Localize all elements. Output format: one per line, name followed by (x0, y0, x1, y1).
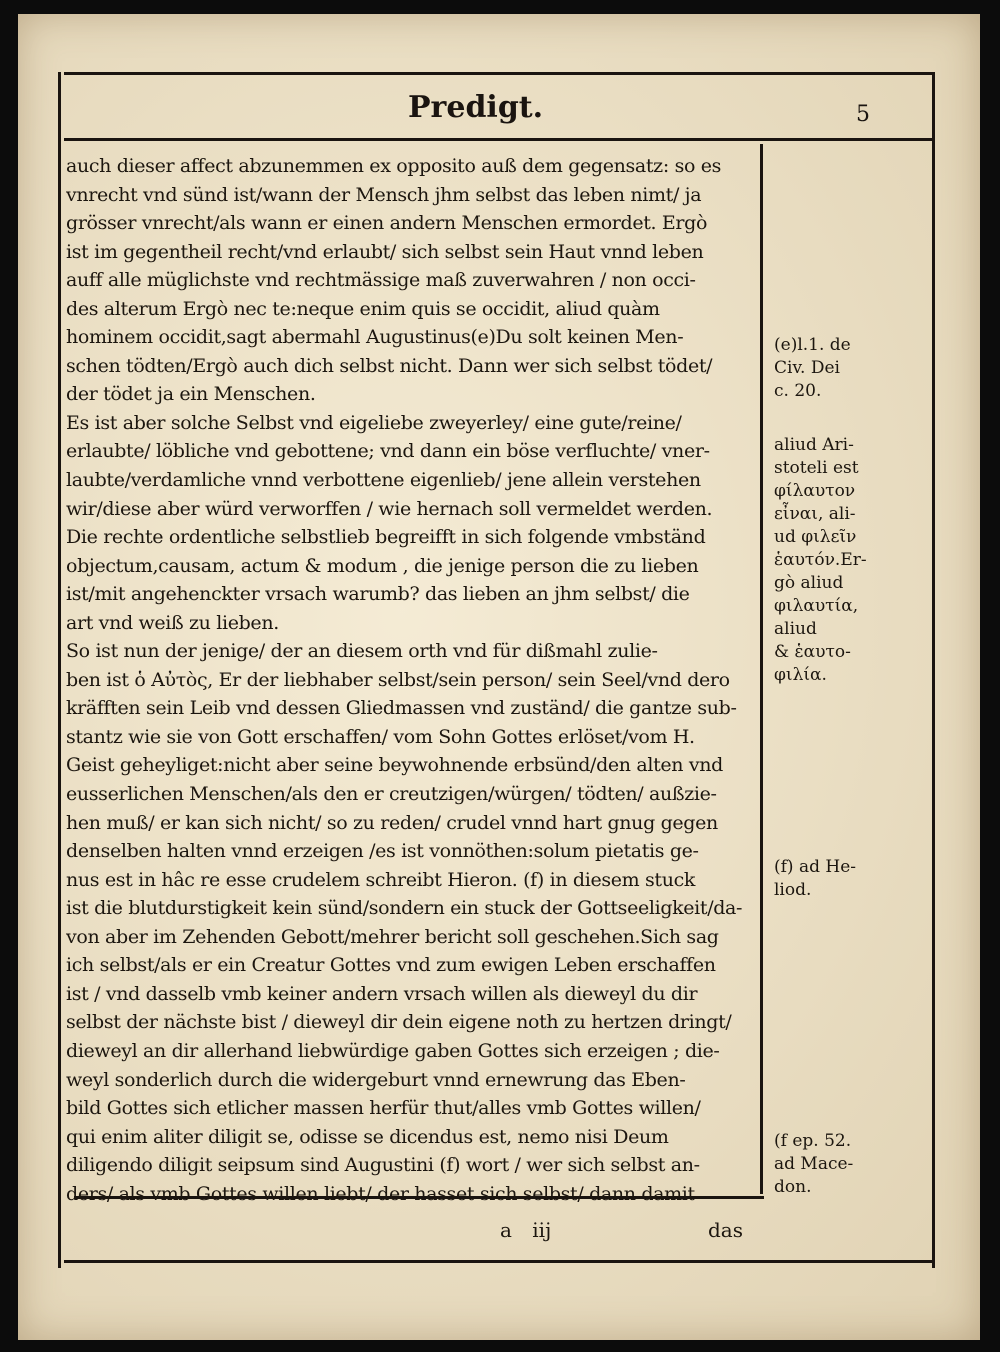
marginal-note-line: aliud (774, 619, 817, 639)
marginal-note-line: Civ. Dei (774, 358, 840, 378)
marginal-note-line: φίλαυτον (774, 481, 856, 501)
marginal-note-line: (e)l.1. de (774, 335, 851, 355)
text-line: Es ist aber solche Selbst vnd eigeliebe zweyerley/ eine gute/reine/ (66, 411, 682, 434)
text-line: auff alle müglichste vnd rechtmässige maß zuverwahren / non occi- (66, 269, 696, 292)
text-line: diligendo diligit seipsum sind Augustini (f) wort / wer sich selbst an- (66, 1154, 700, 1177)
marginal-note-line: don. (774, 1177, 812, 1197)
signature-mark: a iij (500, 1218, 552, 1242)
marginal-note-line: stoteli est (774, 458, 859, 478)
page-title: Predigt. (408, 90, 544, 125)
text-line: bild Gottes sich etlicher massen herfür thut/alles vmb Gottes willen/ (66, 1097, 701, 1120)
text-line: dieweyl an dir allerhand liebwürdige gaben Gottes sich erzeigen ; die- (66, 1039, 720, 1062)
body-text (66, 152, 756, 1208)
text-line: erlaubte/ löbliche vnd gebottene; vnd dann ein böse verfluchte/ vner- (66, 440, 710, 463)
text-line: hen muß/ er kan sich nicht/ so zu reden/ crudel vnnd hart gnug gegen (66, 811, 718, 834)
marginal-note-line: εἶναι, ali- (774, 504, 856, 524)
marginal-note (774, 434, 874, 687)
text-line: ist die blutdurstigkeit kein sünd/sondern ein stuck der Gottseeligkeit/da- (66, 897, 743, 920)
marginal-note-line: (f ep. 52. (774, 1131, 852, 1151)
header-rule-bottom (64, 138, 934, 141)
marginal-note-line: gò aliud (774, 573, 844, 593)
text-line: nus est in hâc re esse crudelem schreibt Hieron. (f) in diesem stuck (66, 868, 696, 891)
text-line: ben ist ὁ Αὐτὸς, Er der liebhaber selbst/sein person/ sein Seel/vnd dero (66, 668, 730, 691)
text-line: laubte/verdamliche vnnd verbottene eigenlieb/ jene allein verstehen (66, 469, 701, 492)
text-line: ist / vnd dasselb vmb keiner andern vrsach willen als dieweyl du dir (66, 982, 698, 1005)
marginal-note-line: & ἑαυτο- (774, 642, 851, 662)
marginal-note-line: aliud Ari- (774, 435, 854, 455)
text-line: der tödet ja ein Menschen. (66, 383, 316, 406)
text-line: hominem occidit,sagt abermahl Augustinus(e)Du solt keinen Men- (66, 326, 684, 349)
book-page (18, 14, 980, 1340)
text-line: objectum,causam, actum & modum , die jenige person die zu lieben (66, 554, 699, 577)
marginal-note-line: ud φιλεῖν (774, 527, 857, 547)
header-rule-top (64, 72, 934, 75)
marginal-note-line: liod. (774, 880, 812, 900)
text-line: vnrecht vnd sünd ist/wann der Mensch jhm selbst das leben nimt/ ja (66, 183, 702, 206)
text-line: eusserlichen Menschen/als den er creutzigen/würgen/ tödten/ außzie- (66, 783, 717, 806)
text-line: So ist nun der jenige/ der an diesem orth vnd für dißmahl zulie- (66, 640, 658, 663)
text-line: ders/ als vmb Gottes willen liebt/ der hasset sich selbst/ dann damit (66, 1182, 695, 1205)
text-line: auch dieser affect abzunemmen ex opposito auß dem gegensatz: so es (66, 155, 722, 177)
marginal-note-line: φιλαυτία, (774, 596, 859, 616)
marginal-note-line: (f) ad He- (774, 857, 857, 877)
text-line: von aber im Zehenden Gebott/mehrer bericht soll geschehen.Sich sag (66, 925, 719, 948)
text-line: Geist geheyliget:nicht aber seine beywohnende erbsünd/den alten vnd (66, 754, 723, 777)
text-line: stantz wie sie von Gott erschaffen/ vom Sohn Gottes erlöset/vom H. (66, 725, 695, 748)
text-line: ist/mit angehenckter vrsach warumb? das lieben an jhm selbst/ die (66, 583, 690, 606)
text-line: schen tödten/Ergò auch dich selbst nicht. Dann wer sich selbst tödet/ (66, 354, 713, 377)
right-margin-rule (932, 72, 935, 1268)
text-line: Die rechte ordentliche selbstlieb begreifft in sich folgende vmbständ (66, 526, 706, 549)
text-line: grösser vnrecht/als wann er einen andern Menschen ermordet. Ergò (66, 212, 708, 235)
text-line: art vnd weiß zu lieben. (66, 611, 279, 634)
text-line: des alterum Ergò nec te:neque enim quis se occidit, aliud quàm (66, 297, 660, 320)
marginal-note-line: ἑαυτόν.Er- (774, 550, 867, 570)
text-line: kräfften sein Leib vnd dessen Gliedmassen vnd zuständ/ die gantze sub- (66, 697, 737, 720)
catchword: das (708, 1218, 743, 1242)
marginal-note-line: c. 20. (774, 381, 822, 401)
marginal-note (774, 334, 874, 403)
text-line: wir/diese aber würd verworffen / wie hernach soll vermeldet werden. (66, 497, 713, 520)
text-line: weyl sonderlich durch die widergeburt vnnd ernewrung das Eben- (66, 1068, 686, 1091)
marginal-note-line: ad Mace- (774, 1154, 854, 1174)
column-divider-rule (760, 144, 763, 1194)
text-line: denselben halten vnnd erzeigen /es ist vonnöthen:solum pietatis ge- (66, 840, 699, 863)
left-margin-rule (58, 72, 61, 1268)
page-number: 5 (856, 102, 870, 127)
marginal-note-line: φιλία. (774, 665, 827, 685)
text-line: ist im gegentheil recht/vnd erlaubt/ sich selbst sein Haut vnnd leben (66, 240, 704, 263)
text-line: qui enim aliter diligit se, odisse se dicendus est, nemo nisi Deum (66, 1125, 669, 1148)
footer-rule-bottom (64, 1260, 934, 1263)
text-line: selbst der nächste bist / dieweyl dir dein eigene noth zu hertzen dringt/ (66, 1011, 732, 1034)
marginal-note (774, 856, 874, 902)
text-line: ich selbst/als er ein Creatur Gottes vnd zum ewigen Leben erschaffen (66, 954, 716, 977)
marginal-note (774, 1130, 874, 1199)
